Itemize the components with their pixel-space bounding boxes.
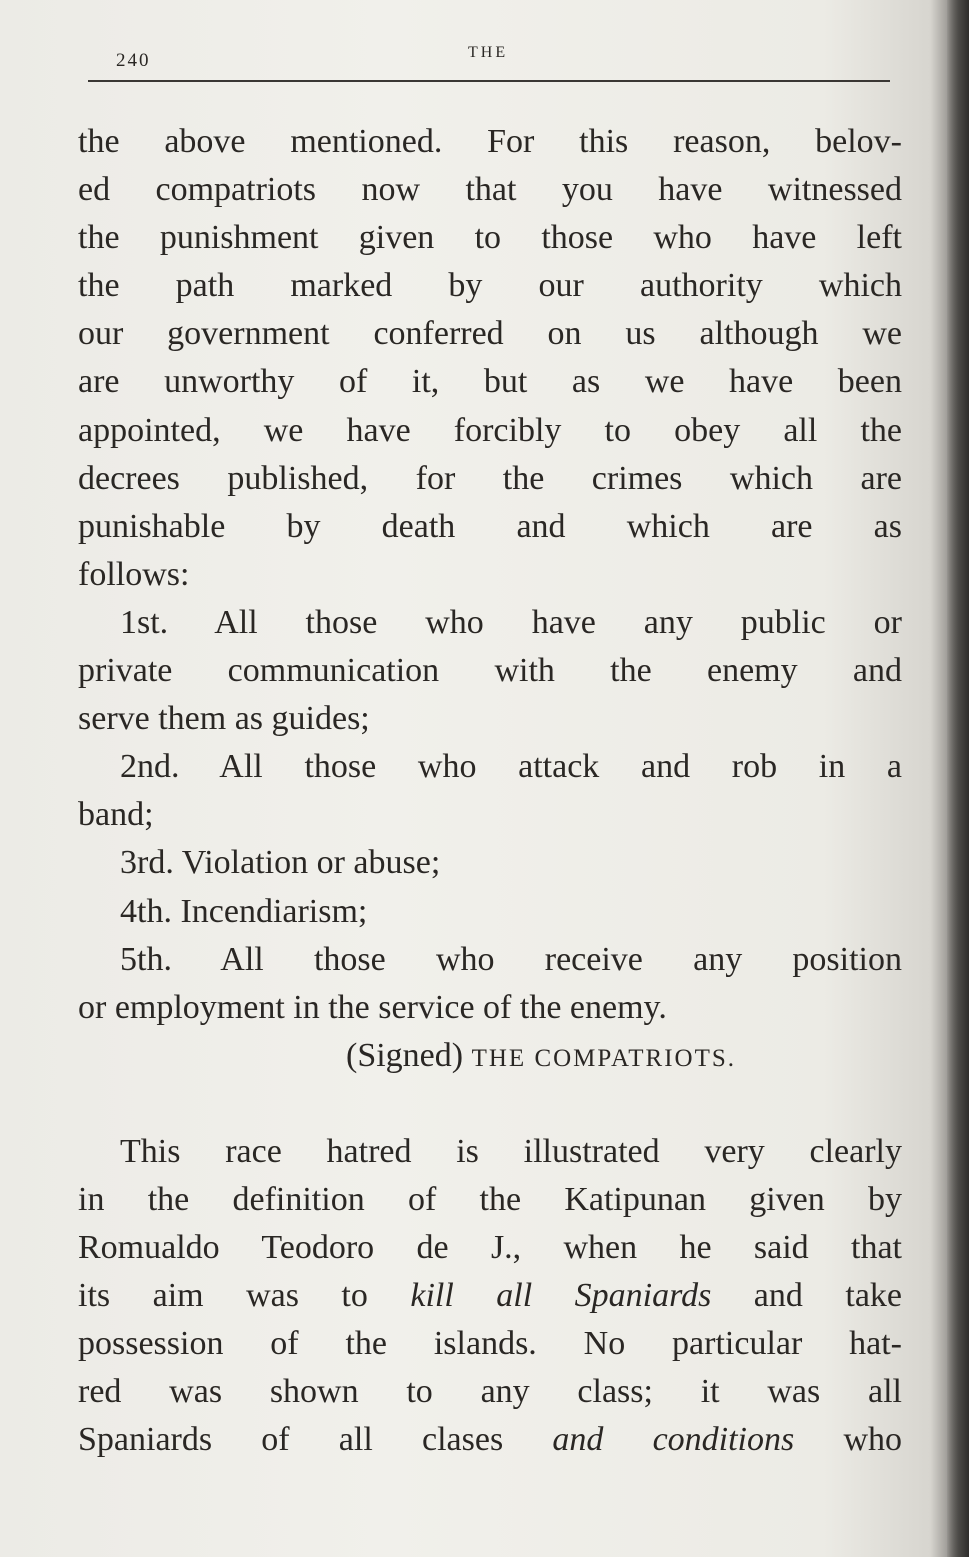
text-line: our government conferred on us although we (78, 315, 902, 353)
list-item-5-line: or employment in the service of the enemy. (78, 988, 667, 1026)
running-head: THE (468, 44, 509, 61)
text-line: in the definition of the Katipunan given by (78, 1180, 902, 1218)
list-item-4: 4th. Incendiarism; (120, 892, 368, 930)
text-run: Spaniards of all clases (78, 1421, 504, 1459)
page-header (88, 44, 890, 86)
list-item-2-line: 2nd. All those who attack and rob in a (120, 748, 902, 786)
paragraph-decrees (78, 118, 902, 599)
text-line (78, 1416, 902, 1464)
text-line: the above mentioned. For this reason, belov- (78, 123, 902, 160)
paragraph-katipunan (78, 1128, 902, 1465)
text-line: possession of the islands. No particular hat- (78, 1325, 902, 1363)
text-line: Romualdo Teodoro de J., when he said that (78, 1229, 902, 1267)
list-item-3: 3rd. Violation or abuse; (120, 844, 441, 882)
page-edge-shadow (947, 0, 969, 1557)
italic-emphasis: kill all Spaniards (410, 1277, 712, 1315)
text-run: and take (753, 1277, 902, 1315)
signature-prefix: (Signed) (346, 1036, 464, 1074)
signature-name: THE COMPATRIOTS. (471, 1044, 737, 1072)
italic-emphasis: and conditions (552, 1421, 795, 1459)
text-line: decrees published, for the crimes which are (78, 459, 902, 497)
text-line (78, 1272, 902, 1320)
text-line: follows: (78, 555, 190, 593)
text-line: are unworthy of it, but as we have been (78, 363, 902, 401)
text-line: appointed, we have forcibly to obey all the (78, 411, 902, 449)
list-item-1-line: private communication with the enemy and (78, 652, 902, 690)
signature (78, 1032, 902, 1080)
text-line: This race hatred is illustrated very clearly (120, 1132, 902, 1170)
header-rule (88, 80, 890, 82)
list-item-2-line: band; (78, 796, 154, 834)
list-item-5-line: 5th. All those who receive any position (120, 940, 902, 978)
list-item-1-line: 1st. All those who have any public or (120, 603, 902, 641)
text-run: its aim was to (78, 1277, 368, 1315)
paragraph-spacer (78, 1080, 902, 1128)
text-line: ed compatriots now that you have witnessed (78, 171, 902, 209)
text-line: red was shown to any class; it was all (78, 1373, 902, 1411)
crimes-list (78, 599, 902, 1032)
body-text (78, 118, 902, 1465)
page-number: 240 (116, 50, 151, 71)
text-line: the punishment given to those who have left (78, 219, 902, 257)
text-line: punishable by death and which are as (78, 507, 902, 545)
list-item-1-line: serve them as guides; (78, 700, 370, 738)
text-line: the path marked by our authority which (78, 267, 902, 305)
text-run: who (843, 1421, 902, 1459)
